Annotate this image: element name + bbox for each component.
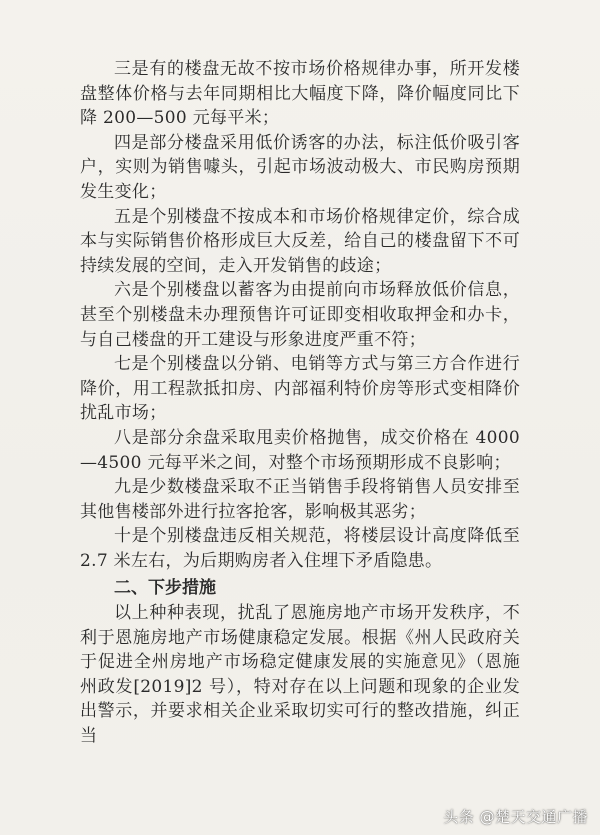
watermark-text: 头条 @楚天交通广播: [443, 808, 588, 826]
paragraph-item-3: 三是有的楼盘无故不按市场价格规律办事，所开发楼盘整体价格与去年同期相比大幅度下降，降价幅度同比下降 200—500 元每平米；: [80, 59, 520, 129]
paragraph-item-6: 六是个别楼盘以蓄客为由提前向市场释放低价信息，甚至个别楼盘未办理预售许可证即变相收取押金和办卡，与自己楼盘的开工建设与形象进度严重不符；: [80, 280, 520, 350]
paragraph-item-8: 八是部分余盘采取甩卖价格抛售，成交价格在 4000—4500 元每平米之间，对整个市场预期形成不良影响；: [80, 427, 520, 473]
paragraph-item-5: 五是个别楼盘不按成本和市场价格规律定价，综合成本与实际销售价格形成巨大反差，给自己的楼盘留下不可持续发展的空间，走入开发销售的歧途；: [80, 206, 520, 276]
section-heading: 二、下步措施: [114, 578, 216, 599]
paragraph-item-9: 九是少数楼盘采取不正当销售手段将销售人员安排至其他售楼部外进行拉客抢客，影响极其恶劣；: [80, 477, 520, 522]
paragraph-item-7: 七是个别楼盘以分销、电销等方式与第三方合作进行降价，用工程款抵扣房、内部福利特价房等形式变相降价扰乱市场；: [80, 354, 520, 424]
document-body: [80, 57, 520, 749]
paragraph-item-4: 四是部分楼盘采用低价诱客的办法，标注低价吸引客户，实则为销售噱头，引起市场波动极大、市民购房预期发生变化；: [80, 132, 520, 202]
paragraph-item-10: 十是个别楼盘违反相关规范，将楼层设计高度降低至 2.7 米左右，为后期购房者入住埋下矛盾隐患。: [80, 526, 520, 571]
closing-paragraph: 以上种种表现，扰乱了恩施房地产市场开发秩序，不利于恩施房地产市场健康稳定发展。根据《州人民政府关于促进全州房地产市场稳定健康发展的实施意见》（恩施州政发[2019]2 号），特对存在以上问题和现象的企业发出警示，并要求相关企业采取切实可行的整改措施，纠正当: [80, 603, 520, 747]
